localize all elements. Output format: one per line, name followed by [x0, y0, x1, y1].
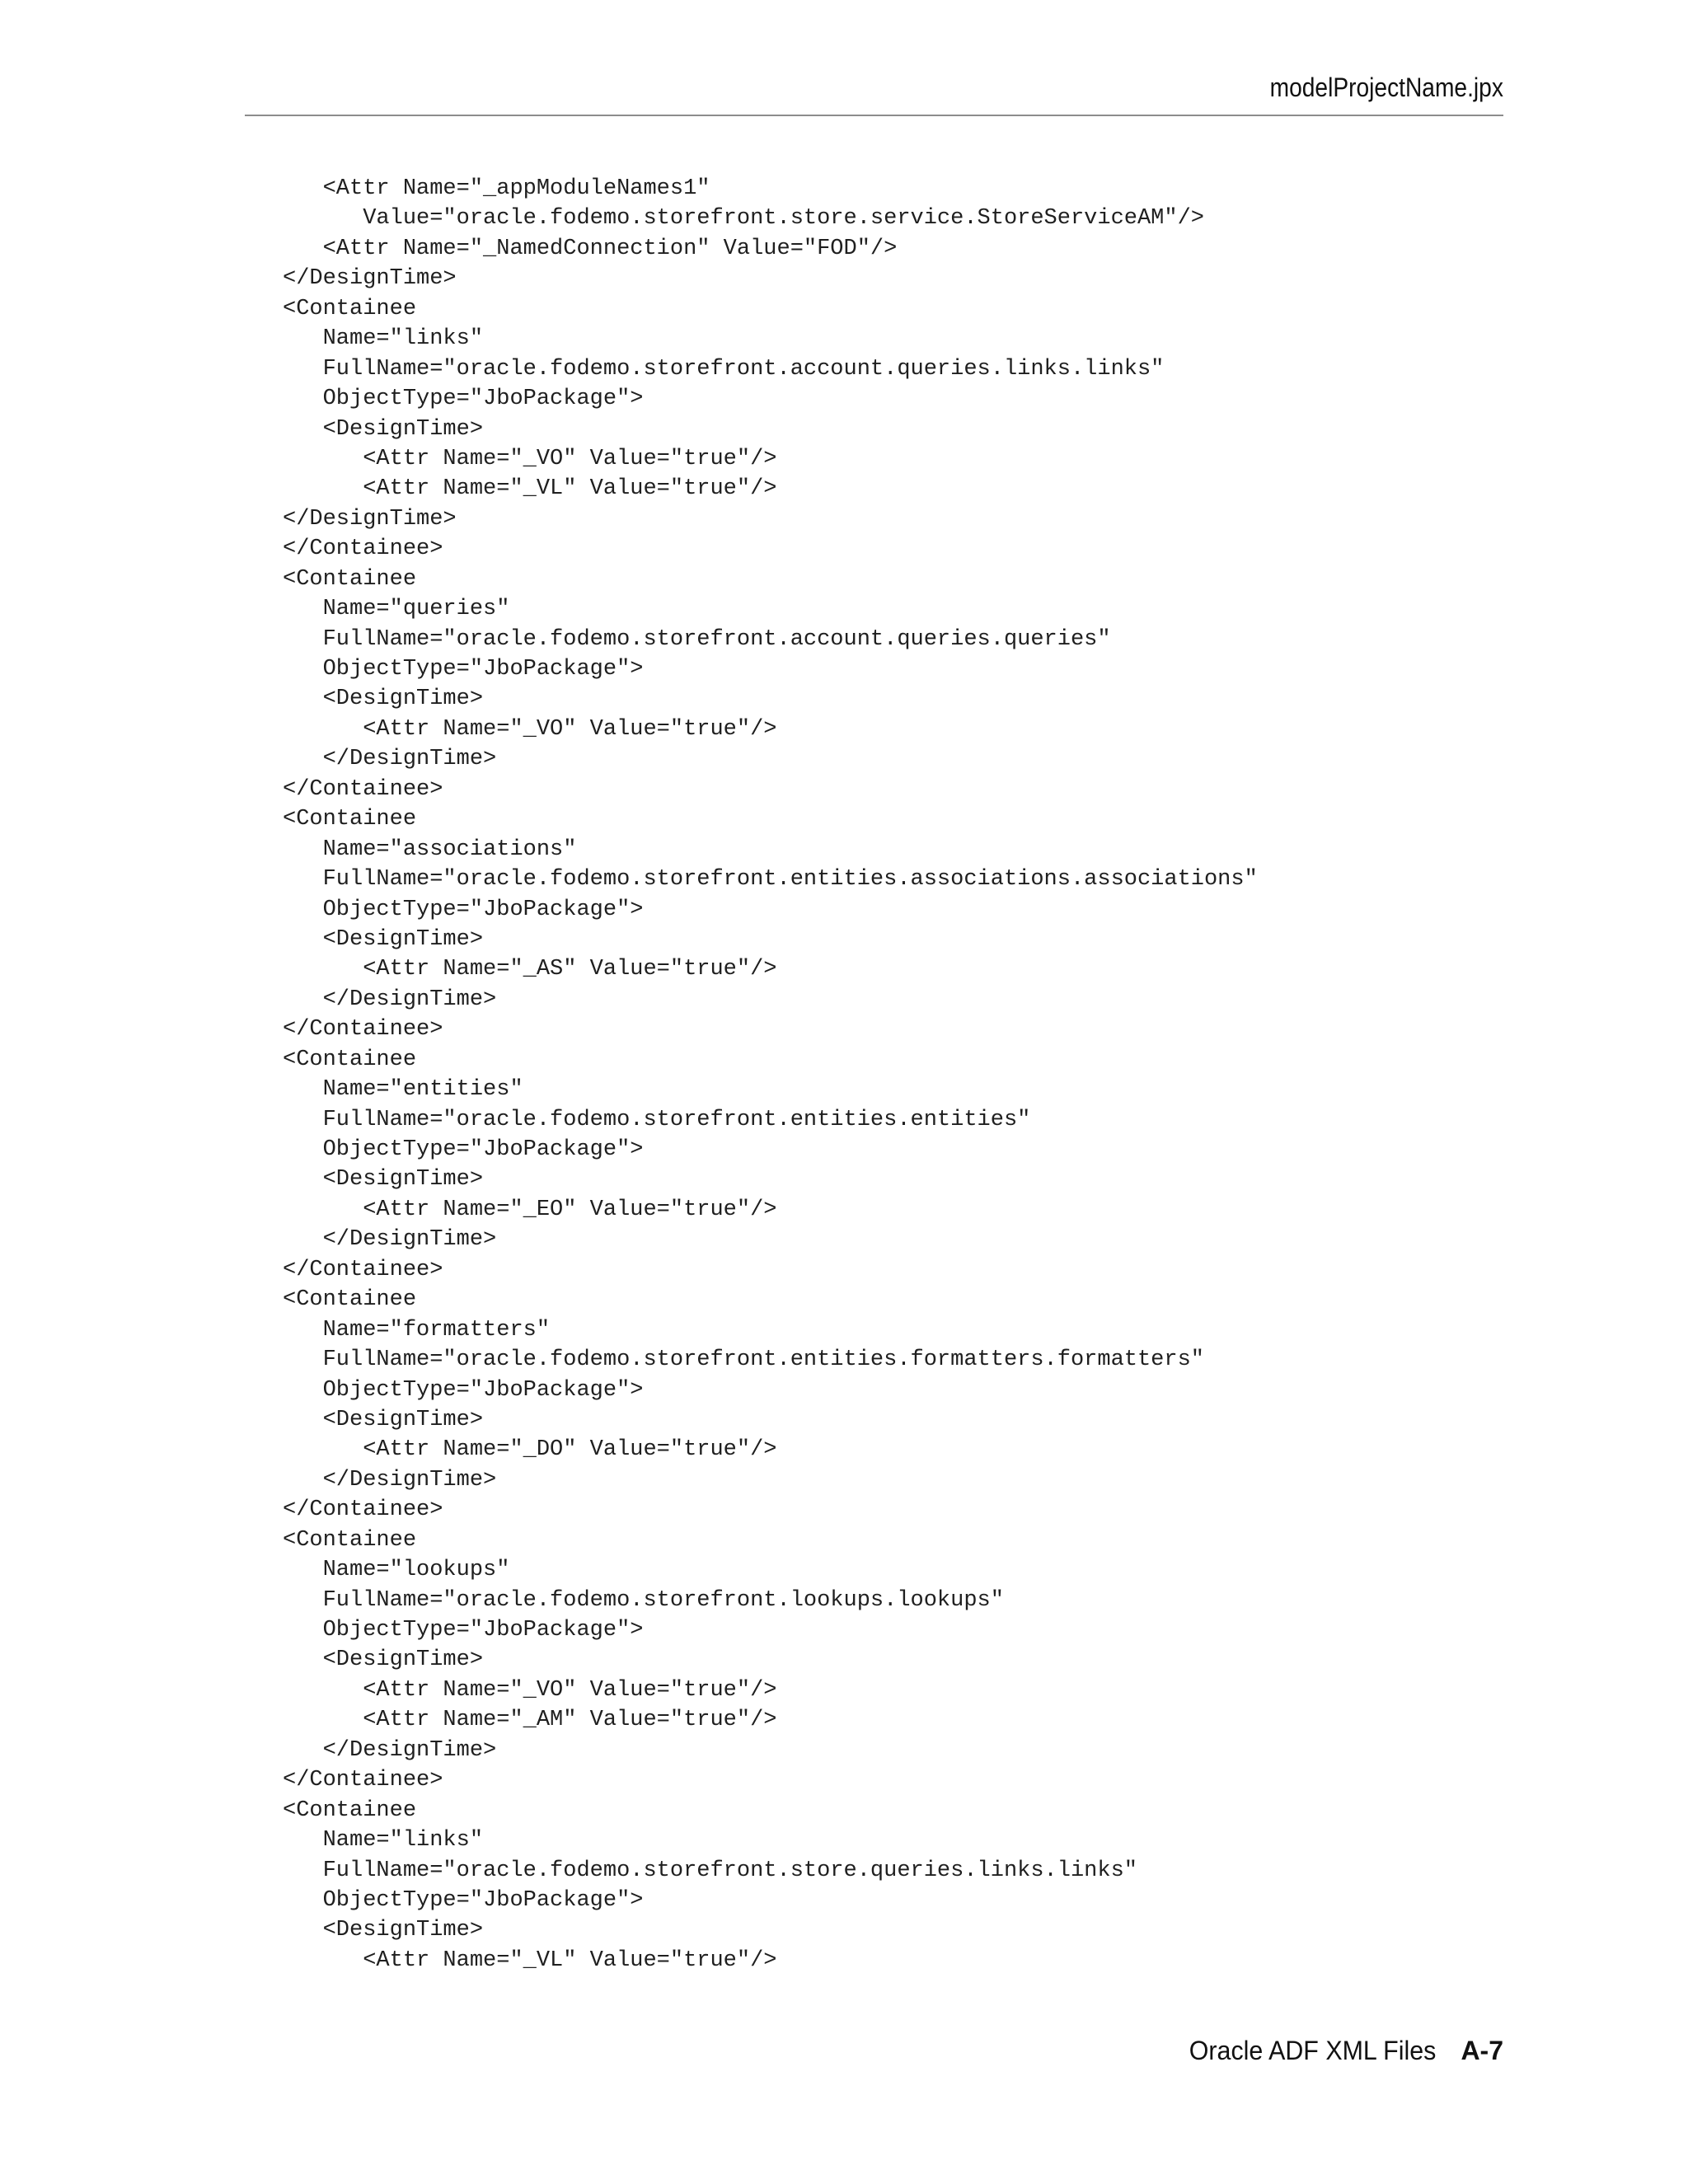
page-footer [1176, 2036, 1503, 2066]
code-listing [283, 174, 1258, 1975]
code-line: FullName="oracle.fodemo.storefront.account.queries.links.links" [283, 356, 1165, 382]
code-line: </Containee> [283, 537, 443, 562]
code-line: <DesignTime> [283, 1918, 484, 1943]
code-line: ObjectType="JboPackage"> [283, 657, 644, 682]
code-line: <Attr Name="_AS" Value="true"/> [283, 957, 777, 982]
code-line: FullName="oracle.fodemo.storefront.entities.entities" [283, 1107, 1031, 1132]
code-line: <Attr Name="_EO" Value="true"/> [283, 1197, 777, 1222]
code-line: <Attr Name="_DO" Value="true"/> [283, 1437, 777, 1463]
code-line: Name="formatters" [283, 1317, 551, 1343]
code-line: <Attr Name="_VO" Value="true"/> [283, 1677, 777, 1703]
code-line: Name="links" [283, 1828, 484, 1854]
code-line: <Containee [283, 296, 417, 321]
code-line: FullName="oracle.fodemo.storefront.store.queries.links.links" [283, 1858, 1137, 1883]
code-line: </Containee> [283, 776, 443, 802]
code-line: <DesignTime> [283, 416, 484, 442]
running-header-title: modelProjectName.jpx [1269, 73, 1503, 102]
code-line: FullName="oracle.fodemo.storefront.entities.associations.associations" [283, 867, 1258, 893]
code-line: </Containee> [283, 1497, 443, 1523]
code-line: Name="associations" [283, 837, 577, 862]
code-line: FullName="oracle.fodemo.storefront.account.queries.queries" [283, 626, 1111, 652]
code-line: </Containee> [283, 1017, 443, 1043]
code-line: ObjectType="JboPackage"> [283, 387, 644, 412]
code-line: <DesignTime> [283, 926, 484, 952]
code-line: <Containee [283, 807, 417, 832]
code-line: FullName="oracle.fodemo.storefront.entities.formatters.formatters" [283, 1347, 1204, 1373]
code-line: ObjectType="JboPackage"> [283, 1618, 644, 1643]
code-line: ObjectType="JboPackage"> [283, 897, 644, 922]
code-line: <Attr Name="_NamedConnection" Value="FOD"/> [283, 236, 898, 261]
header-divider [245, 115, 1503, 116]
code-line: ObjectType="JboPackage"> [283, 1887, 644, 1913]
code-line: <Containee [283, 1797, 417, 1823]
code-line: <Attr Name="_VL" Value="true"/> [283, 476, 777, 502]
page-number: A-7 [1461, 2036, 1503, 2065]
footer-book-title: Oracle ADF XML Files [1189, 2036, 1437, 2065]
code-line: <Attr Name="_VO" Value="true"/> [283, 716, 777, 742]
code-line: <DesignTime> [283, 1407, 484, 1432]
code-line: <Attr Name="_AM" Value="true"/> [283, 1708, 777, 1733]
code-line: </DesignTime> [283, 1227, 497, 1253]
code-line: </DesignTime> [283, 1467, 497, 1493]
code-line: ObjectType="JboPackage"> [283, 1137, 644, 1162]
code-line: Name="lookups" [283, 1558, 510, 1583]
code-line: <Containee [283, 1287, 417, 1313]
code-line: Value="oracle.fodemo.storefront.store.service.StoreServiceAM"/> [283, 206, 1204, 232]
code-line: <Attr Name="_appModuleNames1" [283, 176, 710, 201]
code-line: <Containee [283, 1527, 417, 1553]
code-line: <Containee [283, 1047, 417, 1072]
code-line: <DesignTime> [283, 687, 484, 712]
code-line: ObjectType="JboPackage"> [283, 1377, 644, 1403]
code-line: Name="queries" [283, 597, 510, 622]
code-line: <Attr Name="_VL" Value="true"/> [283, 1947, 777, 1973]
code-line: </Containee> [283, 1768, 443, 1793]
code-line: <DesignTime> [283, 1167, 484, 1193]
code-line: <DesignTime> [283, 1647, 484, 1673]
code-line: </DesignTime> [283, 987, 497, 1012]
code-line: Name="entities" [283, 1077, 523, 1103]
code-line: </DesignTime> [283, 1737, 497, 1763]
code-line: <Containee [283, 566, 417, 592]
code-line: <Attr Name="_VO" Value="true"/> [283, 446, 777, 471]
code-line: </DesignTime> [283, 266, 457, 292]
code-line: FullName="oracle.fodemo.storefront.lookups.lookups" [283, 1587, 1004, 1613]
code-line: Name="links" [283, 326, 484, 352]
code-line: </DesignTime> [283, 747, 497, 772]
code-line: </DesignTime> [283, 506, 457, 532]
code-line: </Containee> [283, 1257, 443, 1282]
